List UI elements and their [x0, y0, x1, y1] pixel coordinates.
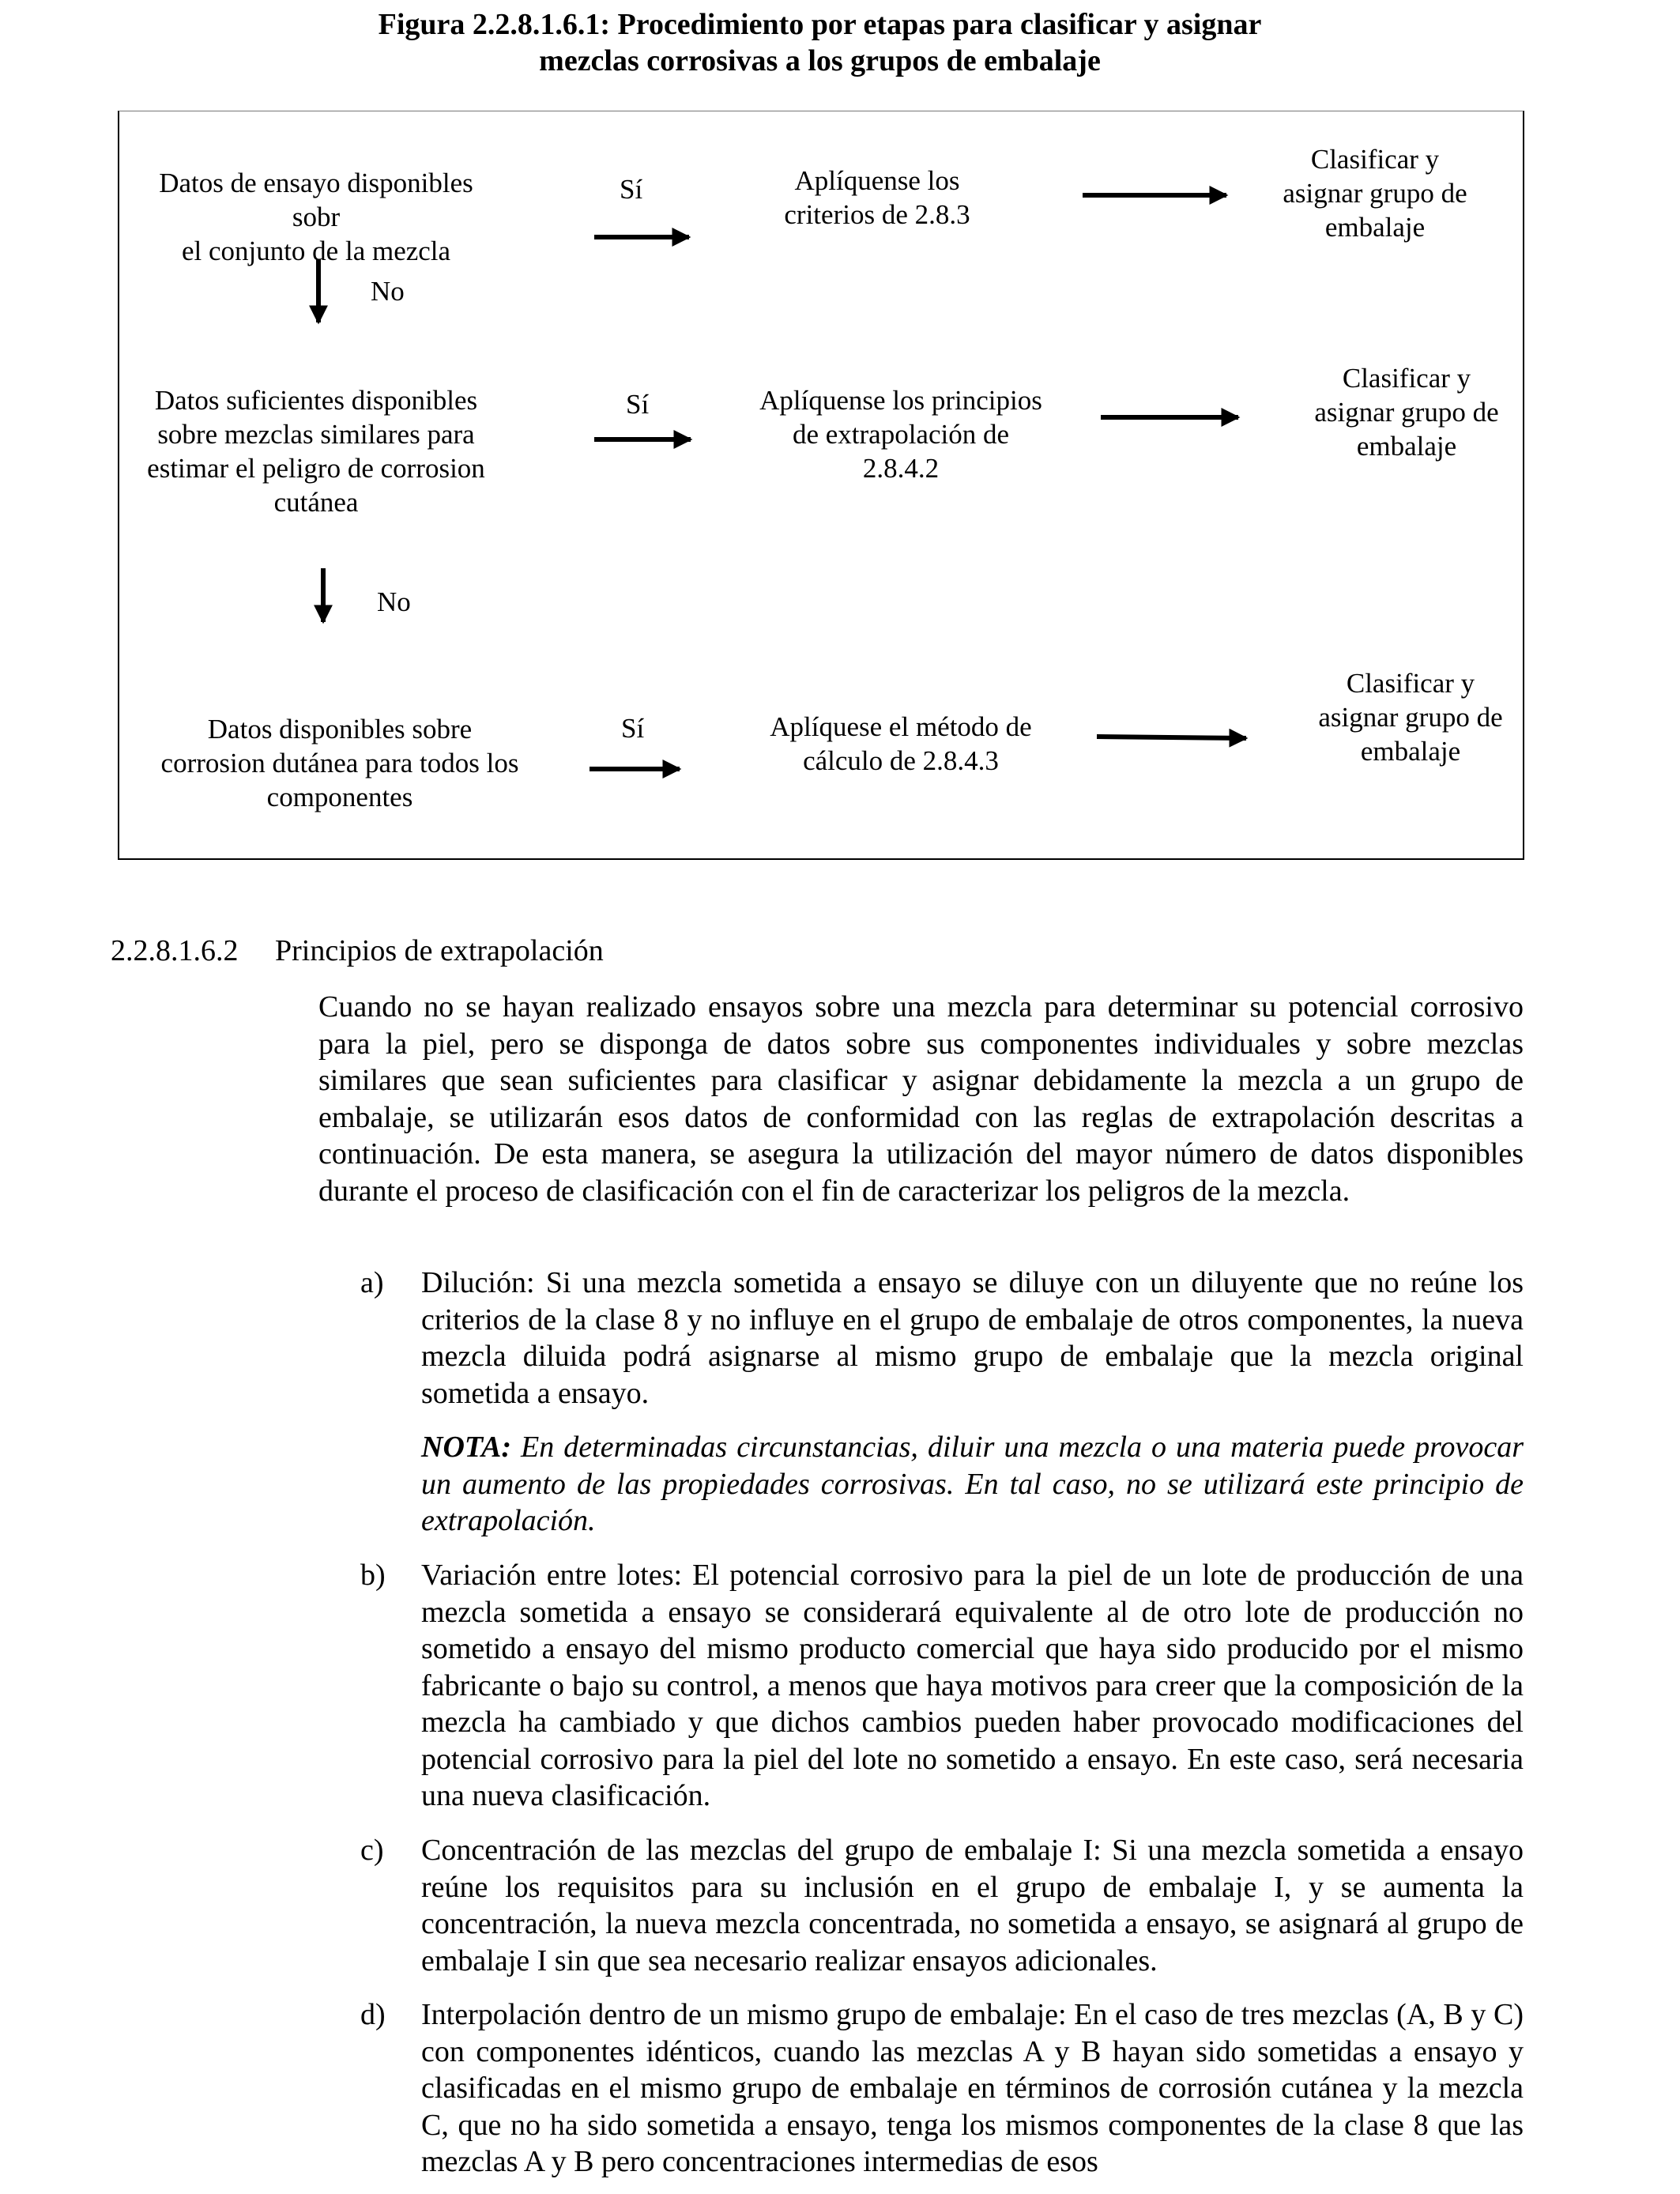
- action-box-1: [743, 164, 1011, 232]
- result-2-line-2: asignar grupo de: [1314, 397, 1499, 428]
- yes-label-3: Sí: [621, 713, 645, 744]
- section-number: 2.2.8.1.6.2: [111, 934, 239, 967]
- result-3-line-2: asignar grupo de: [1318, 702, 1503, 733]
- item-d-text: Interpolación dentro de un mismo grupo de embalaje: En el caso de tres mezclas (A, B y C) con componentes idénticos, cuando las mezclas A y B hayan sido sometidas a ensayo y clasificadas en el mismo grupo de embalaje en términos de corrosión cutánea y la mezcla C, que no ha sido sometida a ensayo, tenga los mismos componentes de la clase 8 que las mezclas A y B pero concentraciones intermedias de esos: [421, 1998, 1524, 2178]
- note-text: En determinadas circunstancias, diluir una mezcla o una materia puede provocar un aumento de las propiedades corrosivas. En tal caso, no se utilizará este principio de extrapolación.: [421, 1431, 1524, 1537]
- result-1-line-2: asignar grupo de: [1283, 178, 1467, 209]
- action-2-line-1: Aplíquense los principios: [759, 385, 1042, 416]
- figure-title-line2: mezclas corrosivas a los grupos de embalaje: [539, 44, 1101, 77]
- result-3-line-1: Clasificar y: [1346, 668, 1475, 699]
- yes-label-2: Sí: [626, 389, 650, 420]
- condition-box-2: [126, 383, 506, 519]
- result-box-3: [1292, 666, 1529, 768]
- intro-paragraph: Cuando no se hayan realizado ensayos sobre una mezcla para determinar su potencial corrosivo para la piel, pero se disponga de datos sobre sus componentes individuales y sobre mezclas similares que sean suficientes para clasificar y asignar debidamente la mezcla a un grupo de embalaje, se utilizarán esos datos de conformidad con las reglas de extrapolación descritas a continuación. De esta manera, se asegura la utilización del mayor número de datos disponibles durante el proceso de clasificación con el fin de caracterizar los peligros de la mezcla.: [318, 990, 1524, 1208]
- condition-box-1: [142, 166, 490, 268]
- no-label-2: No: [377, 586, 411, 617]
- condition-2-line-3: estimar el peligro de corrosion: [147, 453, 485, 484]
- condition-2-line-2: sobre mezclas similares para: [157, 419, 475, 450]
- note-label: NOTA:: [421, 1431, 511, 1464]
- arrow-result-3: [1097, 737, 1246, 738]
- action-2-line-2: de extrapolación de: [792, 419, 1010, 450]
- result-1-line-3: embalaje: [1324, 212, 1426, 243]
- action-3-line-2: cálculo de 2.8.4.3: [803, 745, 999, 776]
- condition-2-line-1: Datos suficientes disponibles: [154, 385, 478, 416]
- item-c-marker: c): [360, 1834, 384, 1867]
- item-a-text: Dilución: Si una mezcla sometida a ensayo se diluye con un diluyente que no reúne los criterios de la clase 8 y no influye en el grupo de embalaje de otros componentes, la nueva mezcla diluida podrá asignarse al mismo grupo de embalaje que la mezcla original sometida a ensayo.: [421, 1266, 1524, 1410]
- condition-3-line-1: Datos disponibles sobre: [207, 714, 473, 745]
- item-d-marker: d): [360, 1998, 386, 2031]
- result-2-line-1: Clasificar y: [1342, 363, 1471, 394]
- action-2-line-3: 2.8.4.2: [862, 453, 940, 484]
- condition-2-line-4: cutánea: [273, 487, 359, 518]
- result-3-line-3: embalaje: [1360, 736, 1461, 767]
- no-label-1: No: [371, 276, 405, 307]
- item-a-marker: a): [360, 1266, 384, 1299]
- item-b-marker: b): [360, 1559, 386, 1592]
- condition-3-line-2: corrosion dutánea para todos los: [160, 748, 519, 778]
- result-1-line-1: Clasificar y: [1310, 144, 1440, 175]
- result-box-1: [1256, 142, 1494, 244]
- action-box-3: [751, 710, 1051, 778]
- action-box-2: [743, 383, 1059, 485]
- condition-3-line-3: componentes: [266, 782, 413, 812]
- note-block: [421, 1429, 1524, 1540]
- condition-1-line-2: el conjunto de la mezcla: [181, 236, 451, 266]
- result-2-line-3: embalaje: [1356, 431, 1457, 462]
- item-b-text: Variación entre lotes: El potencial corrosivo para la piel de un lote de producción de una mezcla sometida a ensayo se considerará equivalente al de otro lote de producción no sometido a ensayo del mismo producto comercial que haya sido producido por el mismo fabricante o bajo su control, a menos que haya motivos para creer que la composición de la mezcla ha cambiado y que dichos cambios pueden haber provocado modificaciones del potencial corrosivo para la piel del lote no sometido a ensayo. En este caso, será necesaria una nueva clasificación.: [421, 1559, 1524, 1812]
- item-c-text: Concentración de las mezclas del grupo de embalaje I: Si una mezcla sometida a ensayo reúne los requisitos para su inclusión en el grupo de embalaje I, y se aumenta la concentración, la nueva mezcla concentrada, no sometida a ensayo, se asignará al grupo de embalaje I sin que sea necesario realizar ensayos adicionales.: [421, 1834, 1524, 1977]
- action-1-line-2: criterios de 2.8.3: [784, 199, 970, 230]
- yes-label-1: Sí: [620, 174, 643, 205]
- result-box-2: [1288, 361, 1525, 463]
- condition-1-line-1: Datos de ensayo disponibles sobr: [159, 168, 473, 232]
- action-1-line-1: Aplíquense los: [794, 165, 960, 196]
- section-title: Principios de extrapolación: [275, 934, 604, 967]
- action-3-line-1: Aplíquese el método de: [770, 711, 1032, 742]
- figure-title-line1: Figura 2.2.8.1.6.1: Procedimiento por etapas para clasificar y asignar: [378, 8, 1262, 41]
- condition-box-3: [138, 712, 541, 814]
